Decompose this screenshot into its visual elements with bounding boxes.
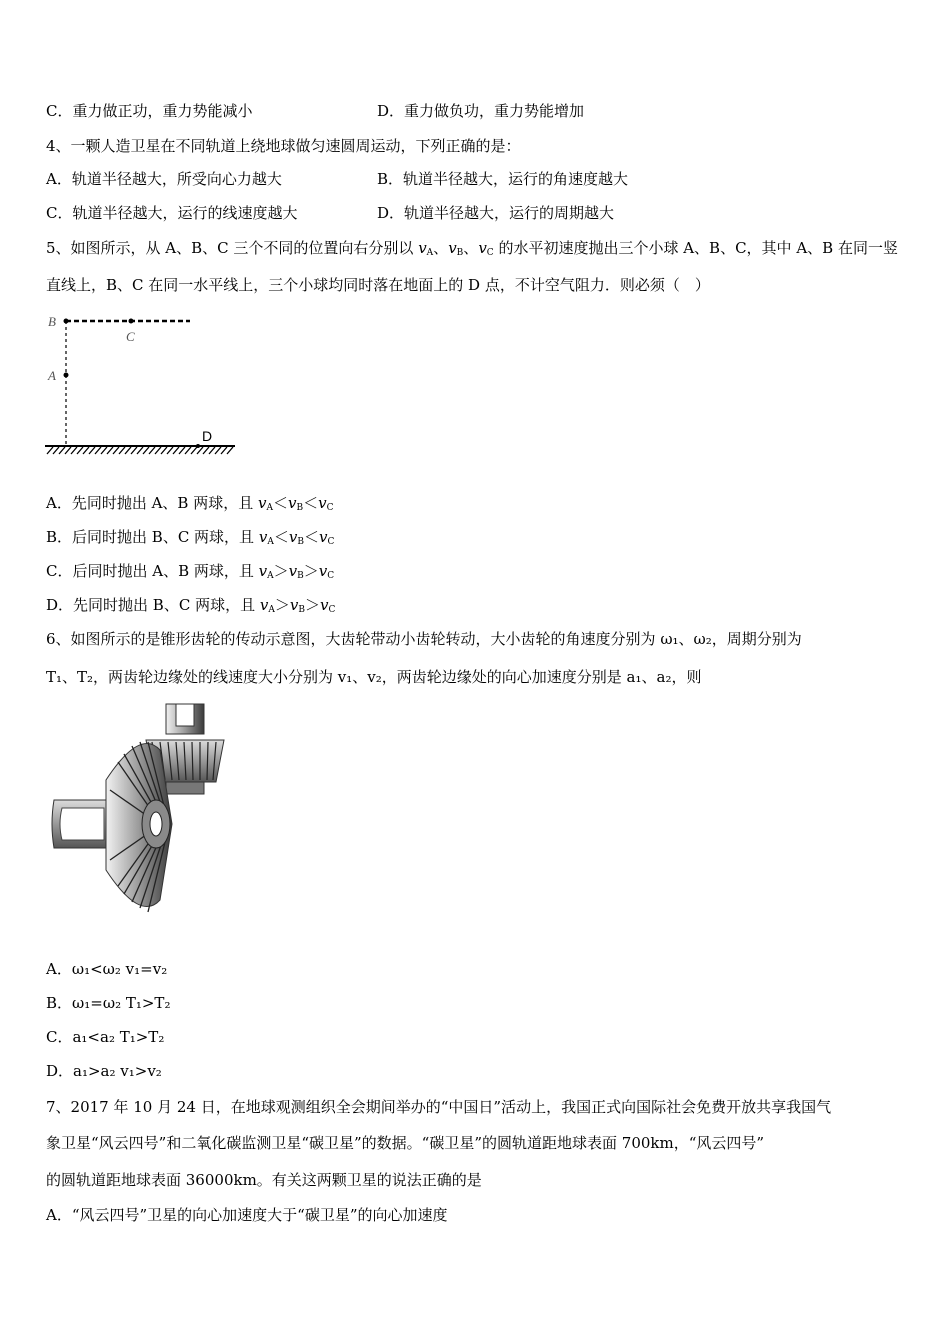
q7-stem-line3: 的圆轨道距地球表面 36000km。有关这两颗卫星的说法正确的是 — [46, 1171, 482, 1189]
q7-stem-line2: 象卫星“风云四号”和二氧化碳监测卫星“碳卫星”的数据。“碳卫星”的圆轨道距地球表面 700km，“风云四号” — [46, 1134, 765, 1152]
q5-option-a: A．先同时抛出 A、B 两球，且 $v_A<v_B<v_C$ — [46, 494, 334, 513]
q6-option-b: B．ω₁=ω₂ T₁>T₂ — [46, 994, 171, 1012]
q6-option-a: A．ω₁<ω₂ v₁=v₂ — [46, 960, 168, 978]
q5-stem-part2: 的水平初速度抛出三个小球 A、B、C，其中 A、B 在同一竖 — [493, 239, 898, 257]
q7-stem-line1: 7、2017 年 10 月 24 日，在地球观测组织全会期间举办的“中国日”活动上，我国正式向国际社会免费开放共享我国气 — [46, 1098, 832, 1116]
projectile-figure — [40, 308, 245, 460]
label-d: D — [202, 428, 213, 444]
q5-option-d: D．先同时抛出 B、C 两球，且 $v_A>v_B>v_C$ — [46, 596, 336, 615]
q5-stem-line1: 5、如图所示，从 A、B、C 三个不同的位置向右分别以 $v_A$、$v_B$、$v_C$ 的水平初速度抛出三个小球 A、B、C，其中 A、B 在同一竖 — [46, 239, 898, 258]
ground-hatching — [47, 447, 233, 454]
q5-option-c-text: C．后同时抛出 A、B 两球，且 — [46, 562, 254, 580]
label-c: C — [126, 329, 135, 344]
large-gear — [52, 742, 172, 912]
point-a-dot — [64, 373, 69, 378]
bevel-gear-figure — [48, 700, 233, 922]
q5-option-c: C．后同时抛出 A、B 两球，且 $v_A>v_B>v_C$ — [46, 562, 335, 581]
point-b-dot — [64, 319, 69, 324]
q5-option-b-text: B．后同时抛出 B、C 两球，且 — [46, 528, 255, 546]
q4-option-d: D．轨道半径越大，运行的周期越大 — [377, 204, 615, 222]
q5-option-d-text: D．先同时抛出 B、C 两球，且 — [46, 596, 256, 614]
q5-stem-line2: 直线上，B、C 在同一水平线上，三个小球均同时落在地面上的 D 点，不计空气阻力．则必须（ ） — [46, 276, 710, 294]
q6-stem-line2: T₁、T₂，两齿轮边缘处的线速度大小分别为 v₁、v₂，两齿轮边缘处的向心加速度分别是 a₁、a₂，则 — [46, 668, 702, 686]
q5-stem-part1: 5、如图所示，从 A、B、C 三个不同的位置向右分别以 — [46, 239, 419, 257]
q4-stem: 4、一颗人造卫星在不同轨道上绕地球做匀速圆周运动，下列正确的是： — [46, 137, 521, 155]
q7-option-a: A．“风云四号”卫星的向心加速度大于“碳卫星”的向心加速度 — [46, 1206, 448, 1224]
q4-option-b: B．轨道半径越大，运行的角速度越大 — [377, 170, 629, 188]
q3-option-d: D．重力做负功，重力势能增加 — [377, 102, 585, 120]
label-a: A — [48, 368, 56, 383]
q5-option-b: B．后同时抛出 B、C 两球，且 $v_A<v_B<v_C$ — [46, 528, 335, 547]
q5-option-a-text: A．先同时抛出 A、B 两球，且 — [46, 494, 254, 512]
q4-option-c: C．轨道半径越大，运行的线速度越大 — [46, 204, 298, 222]
q4-option-a: A．轨道半径越大，所受向心力越大 — [46, 170, 282, 188]
point-c-dot — [129, 319, 134, 324]
q6-stem-line1: 6、如图所示的是锥形齿轮的传动示意图，大齿轮带动小齿轮转动，大小齿轮的角速度分别为 ω₁、ω₂，周期分别为 — [46, 630, 802, 648]
q3-option-c: C．重力做正功，重力势能减小 — [46, 102, 253, 120]
label-b: B — [48, 314, 56, 329]
q6-option-c: C．a₁<a₂ T₁>T₂ — [46, 1028, 165, 1046]
q6-option-d: D．a₁>a₂ v₁>v₂ — [46, 1062, 162, 1080]
